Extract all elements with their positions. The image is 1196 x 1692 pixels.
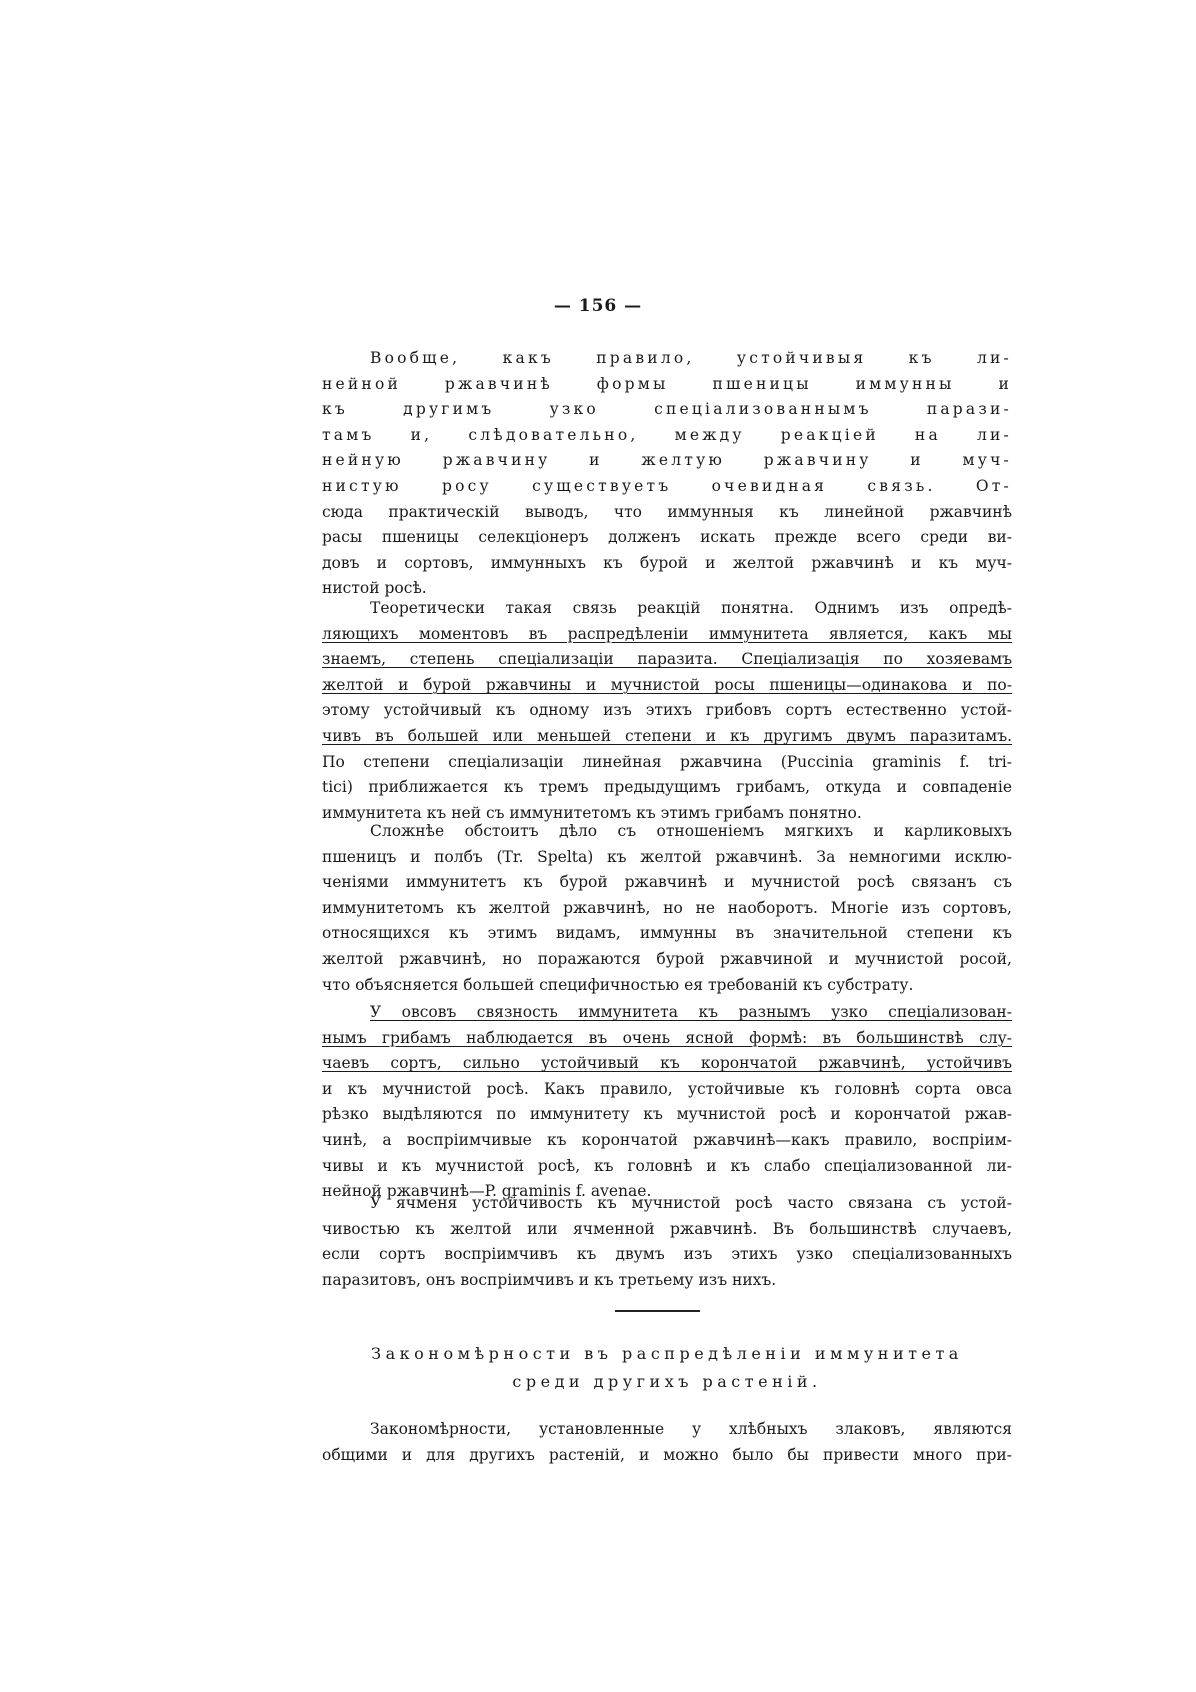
- text-line: что объясняется большей специфичностью ея требованій къ субстрату.: [322, 975, 914, 994]
- text-line: нистую росу существуетъ очевидная связь. От-: [322, 476, 1012, 495]
- text-line: Теоретически такая связь реакцій понятна. Однимъ изъ опредѣ-: [370, 599, 1012, 617]
- text-line: Сложнѣе обстоитъ дѣло съ отношеніемъ мягкихъ и карликовыхъ: [370, 822, 1012, 840]
- text-line: относящихся къ этимъ видамъ, иммунны въ значительной степени къ: [322, 924, 1012, 943]
- text-line: къ другимъ узко спеціализованнымъ парази-: [322, 400, 1012, 419]
- text-line: чивы и къ мучнистой росѣ, къ головнѣ и къ слабо спеціализованной ли-: [322, 1156, 1012, 1175]
- text-line: этому устойчивый къ одному изъ этихъ грибовъ сортъ естественно устой-: [322, 701, 1012, 720]
- paragraph-4: [322, 1000, 1012, 1205]
- paragraph-3: [322, 819, 1012, 998]
- text-line: Вообще, какъ правило, устойчивыя къ ли-: [370, 349, 1012, 367]
- text-line: нистой росѣ.: [322, 579, 427, 598]
- underlined-line: желтой и бурой ржавчины и мучнистой росы пшеницы—одинакова и по-: [322, 675, 1012, 694]
- section-divider: [615, 1310, 700, 1312]
- text-line: нейной ржавчинѣ—P. graminis f. avenae.: [322, 1182, 652, 1201]
- paragraph-1: [322, 346, 1012, 602]
- text-line: паразитовъ, онъ воспріимчивъ и къ третьему изъ нихъ.: [322, 1270, 777, 1289]
- text-line: По степени спеціализаціи линейная ржавчина (Puccinia graminis f. tri-: [322, 752, 1012, 771]
- text-line: и къ мучнистой росѣ. Какъ правило, устойчивые къ головнѣ сорта овса: [322, 1079, 1012, 1098]
- section-heading: [322, 1340, 1012, 1396]
- text-line: тамъ и, слѣдовательно, между реакціей на ли-: [322, 425, 1012, 444]
- underlined-line: У овсовъ связность иммунитета къ разнымъ узко спеціализован-: [370, 1003, 1012, 1021]
- text-line: tici) приближается къ тремъ предыдущимъ грибамъ, откуда и совпаденіе: [322, 778, 1012, 797]
- text-line: пшеницъ и полбъ (Tr. Spelta) къ желтой ржавчинѣ. За немногими исклю-: [322, 847, 1012, 866]
- text-line: ченіями иммунитетъ къ бурой ржавчинѣ и мучнистой росѣ связанъ съ: [322, 873, 1012, 892]
- text-line: желтой ржавчинѣ, но поражаются бурой ржавчиной и мучнистой росой,: [322, 949, 1012, 968]
- underlined-line: чивъ въ большей или меньшей степени и къ другимъ двумъ паразитамъ.: [322, 726, 1012, 745]
- text-line: Закономѣрности, установленные у хлѣбныхъ злаковъ, являются: [370, 1420, 1012, 1438]
- paragraph-6: [322, 1417, 1012, 1468]
- page-number: — 156 —: [553, 296, 643, 316]
- text-line: общими и для другихъ растеній, и можно было бы привести много при-: [322, 1445, 1012, 1464]
- paragraph-2: [322, 596, 1012, 826]
- text-line: сюда практическій выводъ, что иммунныя къ линейной ржавчинѣ: [322, 502, 1012, 521]
- text-line: У ячменя устойчивость къ мучнистой росѣ часто связана съ устой-: [370, 1194, 1012, 1212]
- text-line: иммунитетомъ къ желтой ржавчинѣ, но не наоборотъ. Многіе изъ сортовъ,: [322, 898, 1012, 917]
- text-line: если сортъ воспріимчивъ къ двумъ изъ этихъ узко спеціализованныхъ: [322, 1245, 1012, 1264]
- underlined-line: ляющихъ моментовъ въ распредѣленіи иммунитета является, какъ мы: [322, 624, 1012, 643]
- underlined-line: знаемъ, степень спеціализаціи паразита. Спеціализація по хозяевамъ: [322, 650, 1012, 669]
- section-heading-line-1: Закономѣрности въ распредѣленіи иммунитета: [371, 1344, 963, 1363]
- text-line: чинѣ, а воспріимчивые къ корончатой ржавчинѣ—какъ правило, воспріим-: [322, 1130, 1012, 1149]
- paragraph-5: [322, 1191, 1012, 1293]
- text-line: нейную ржавчину и желтую ржавчину и муч-: [322, 451, 1012, 470]
- text-line: довъ и сортовъ, иммунныхъ къ бурой и желтой ржавчинѣ и къ муч-: [322, 553, 1012, 572]
- text-line: нейной ржавчинѣ формы пшеницы иммунны и: [322, 374, 1012, 393]
- text-line: рѣзко выдѣляются по иммунитету къ мучнистой росѣ и корончатой ржав-: [322, 1105, 1012, 1124]
- underlined-line: чаевъ сортъ, сильно устойчивый къ корончатой ржавчинѣ, устойчивъ: [322, 1054, 1012, 1073]
- text-line: расы пшеницы селекціонеръ долженъ искать прежде всего среди ви-: [322, 528, 1012, 547]
- section-heading-line-2: среди другихъ растеній.: [512, 1372, 822, 1391]
- underlined-line: нымъ грибамъ наблюдается въ очень ясной формѣ: въ большинствѣ слу-: [322, 1028, 1012, 1047]
- text-line: чивостью къ желтой или ячменной ржавчинѣ. Въ большинствѣ случаевъ,: [322, 1219, 1012, 1238]
- text-line: иммунитета къ ней съ иммунитетомъ къ этимъ грибамъ понятно.: [322, 803, 862, 822]
